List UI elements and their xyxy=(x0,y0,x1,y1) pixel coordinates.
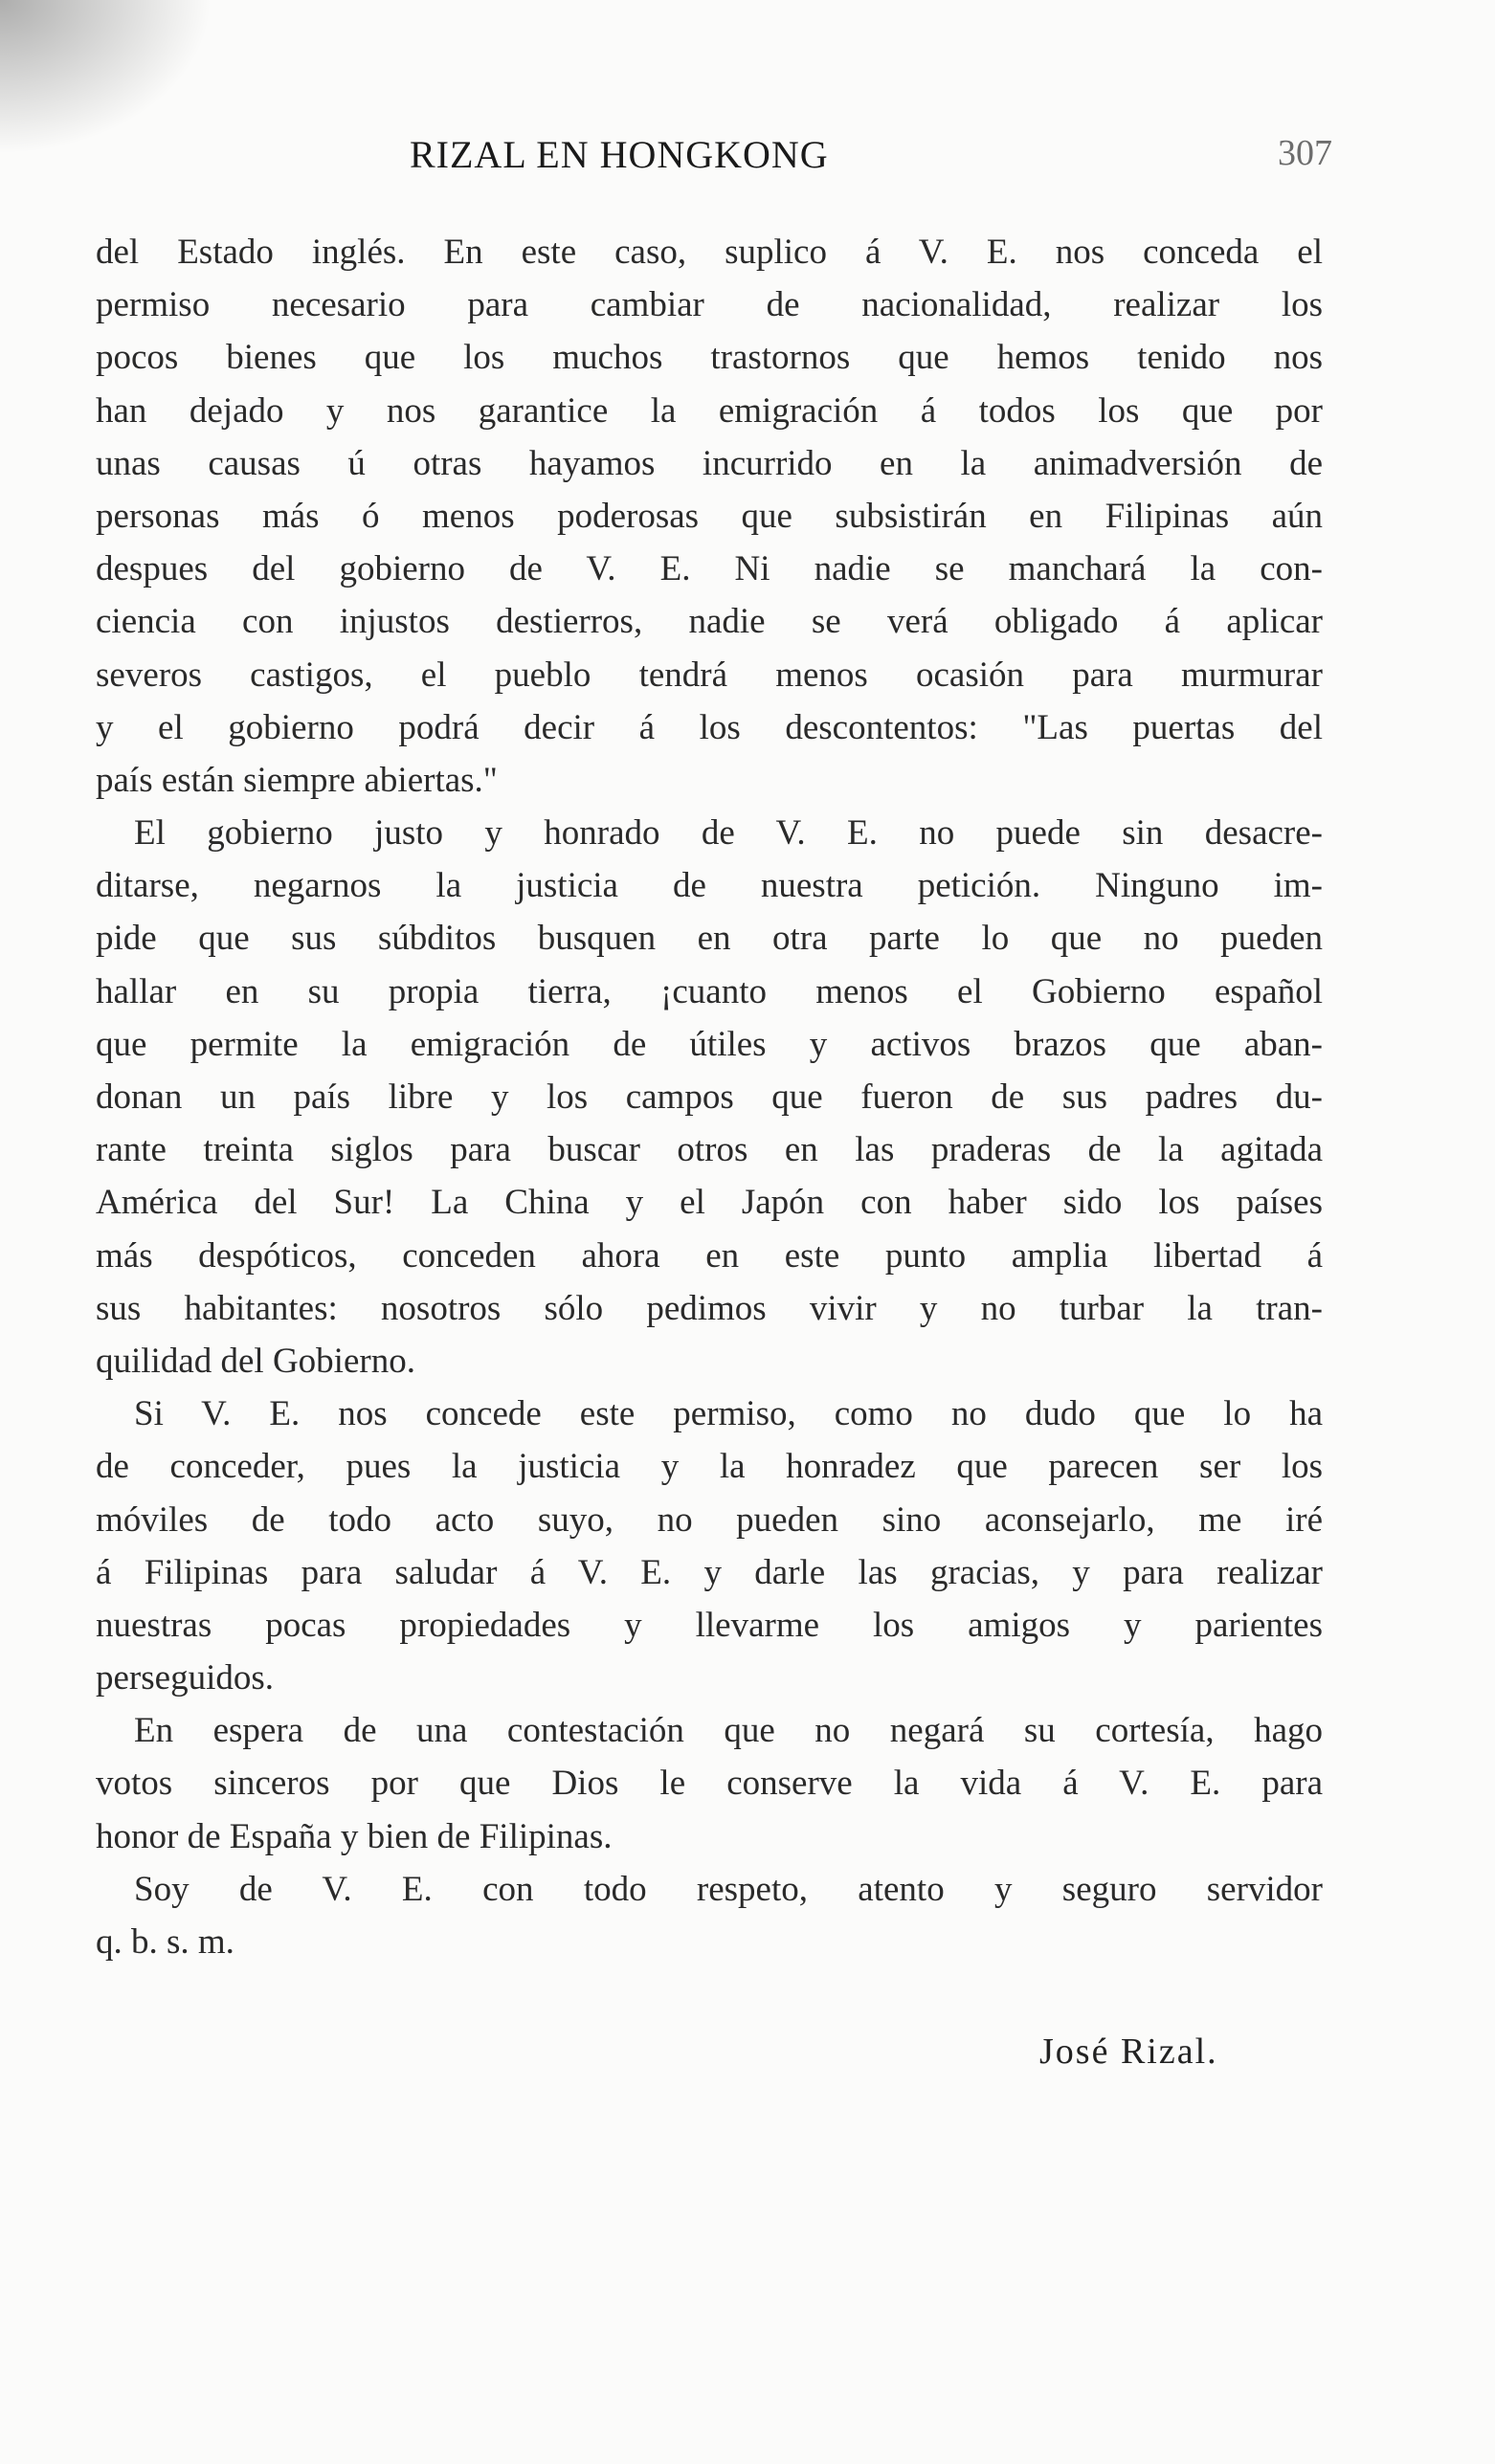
text-line: móviles de todo acto suyo, no pueden sino aconsejarlo, me iré xyxy=(96,1499,1323,1540)
text-line: permiso necesario para cambiar de nacionalidad, realizar los xyxy=(96,285,1323,325)
text-line: á Filipinas para saludar á V. E. y darle las gracias, y para realizar xyxy=(96,1552,1323,1592)
text-line: han dejado y nos garantice la emigración á todos los que por xyxy=(96,390,1323,431)
text-line: unas causas ú otras hayamos incurrido en la animadversión de xyxy=(96,443,1323,483)
text-line: quilidad del Gobierno. xyxy=(96,1341,415,1381)
letter-body xyxy=(96,226,1323,1968)
text-line: despues del gobierno de V. E. Ni nadie se manchará la con- xyxy=(96,549,1323,589)
running-title: RIZAL EN HONGKONG xyxy=(410,133,829,176)
text-line: sus habitantes: nosotros sólo pedimos vivir y no turbar la tran- xyxy=(96,1288,1323,1328)
text-line: honor de España y bien de Filipinas. xyxy=(96,1816,613,1856)
text-line: severos castigos, el pueblo tendrá menos ocasión para murmurar xyxy=(96,655,1323,695)
text-line: personas más ó menos poderosas que subsistirán en Filipinas aún xyxy=(96,496,1323,536)
text-line: ditarse, negarnos la justicia de nuestra petición. Ninguno im- xyxy=(96,866,1323,906)
text-line: El gobierno justo y honrado de V. E. no puede sin desacre- xyxy=(134,813,1323,854)
text-line: Si V. E. nos concede este permiso, como no dudo que lo ha xyxy=(134,1394,1323,1434)
text-line: ciencia con injustos destierros, nadie se verá obligado á aplicar xyxy=(96,602,1323,642)
running-head xyxy=(0,132,1495,189)
signature: José Rizal. xyxy=(1039,2031,1218,2072)
text-line: y el gobierno podrá decir á los descontentos: "Las puertas del xyxy=(96,707,1323,747)
text-line: del Estado inglés. En este caso, suplico á V. E. nos conceda el xyxy=(96,233,1323,272)
text-line: América del Sur! La China y el Japón con haber sido los países xyxy=(96,1183,1323,1223)
text-line: pocos bienes que los muchos trastornos que hemos tenido nos xyxy=(96,338,1323,378)
text-line: votos sinceros por que Dios le conserve la vida á V. E. para xyxy=(96,1764,1323,1804)
text-line: rante treinta siglos para buscar otros en las praderas de la agitada xyxy=(96,1130,1323,1170)
text-line: hallar en su propia tierra, ¡cuanto menos el Gobierno español xyxy=(96,971,1323,1011)
text-line: q. b. s. m. xyxy=(96,1922,234,1962)
text-line: perseguidos. xyxy=(96,1658,274,1698)
text-line: más despóticos, conceden ahora en este punto amplia libertad á xyxy=(96,1235,1323,1276)
text-line: país están siempre abiertas." xyxy=(96,760,498,800)
text-line: Soy de V. E. con todo respeto, atento y seguro servidor xyxy=(134,1869,1323,1909)
text-line: pide que sus súbditos busquen en otra parte lo que no pueden xyxy=(96,919,1323,959)
text-line: de conceder, pues la justicia y la honradez que parecen ser los xyxy=(96,1447,1323,1487)
text-line: En espera de una contestación que no negará su cortesía, hago xyxy=(134,1711,1323,1751)
text-line: nuestras pocas propiedades y llevarme los amigos y parientes xyxy=(96,1605,1323,1645)
page-number: 307 xyxy=(1278,133,1332,173)
text-line: que permite la emigración de útiles y activos brazos que aban- xyxy=(96,1024,1323,1064)
text-line: donan un país libre y los campos que fueron de sus padres du- xyxy=(96,1077,1323,1117)
